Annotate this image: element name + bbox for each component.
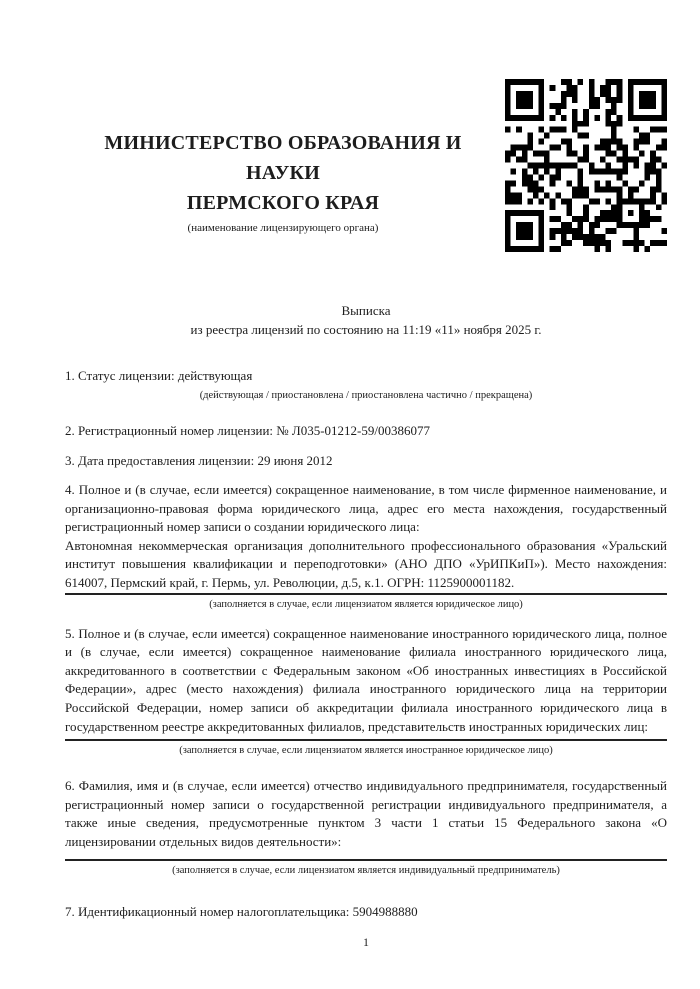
fill-line <box>65 859 667 861</box>
item-text: 3. Дата предоставления лицензии: 29 июня 2012 <box>65 453 333 469</box>
fill-line <box>65 593 667 595</box>
page-number: 1 <box>363 935 369 950</box>
ministry-title-line2: ПЕРМСКОГО КРАЯ <box>186 192 380 214</box>
item-text: 6. Фамилия, имя и (в случае, если имеется) отчество индивидуального предпринимателя, государственный регистрационный номер записи о государственной регистрации индивидуального предпринимателя, а также иные сведения, предусмотренные пунктом 3 части 1 статьи 15 Федерального закона «О лицензировании отдельных видов деятельности»: <box>65 778 667 849</box>
document-header <box>65 0 667 255</box>
item-foreign-entity <box>65 625 667 759</box>
ministry-title <box>65 128 501 218</box>
item-license-status <box>65 367 667 403</box>
item-grant-date <box>65 452 667 471</box>
item-legal-entity <box>65 481 667 612</box>
extract-subtitle: из реестра лицензий по состоянию на 11:19 «11» ноября 2025 г. <box>190 321 542 337</box>
fill-line <box>65 739 667 741</box>
fill-caption: (заполняется в случае, если лицензиатом является юридическое лицо) <box>209 598 523 610</box>
extract-heading <box>65 302 667 339</box>
item-text: 2. Регистрационный номер лицензии: № Л035-01212-59/00386077 <box>65 422 431 438</box>
item-individual-entrepreneur <box>65 777 667 878</box>
qr-code <box>505 79 667 252</box>
item-taxpayer-number <box>65 903 667 922</box>
ministry-caption: (наименование лицензирующего органа) <box>187 222 379 234</box>
fill-caption: (заполняется в случае, если лицензиатом является индивидуальный предприниматель) <box>172 865 560 877</box>
status-options-caption: (действующая / приостановлена / приостановлена частично / прекращена) <box>199 389 533 401</box>
item-value: Автономная некоммерческая организация дополнительного профессионального образования «Уральский институт повышения квалификации и переподготовки» (АНО ДПО «УрИПКиП»). Место нахождения: 614007, Пермский край, г. Пермь, ул. Революции, д.5, к.1. ОГРН: 1125900001182. <box>65 537 667 590</box>
item-registration-number <box>65 422 667 441</box>
licensing-authority-block <box>65 128 501 235</box>
extract-title: Выписка <box>341 303 391 318</box>
ministry-title-line1: МИНИСТЕРСТВО ОБРАЗОВАНИЯ И НАУКИ <box>104 132 462 184</box>
item-text: 7. Идентификационный номер налогоплательщика: 5904988880 <box>65 904 418 920</box>
item-text: 5. Полное и (в случае, если имеется) сокращенное наименование иностранного юридического лица, полное и (в случае, если имеется) сокращенное наименование филиала иностранного юридического лица, аккредитованного в соответствии с Федеральным законом «Об иностранных инвестициях в Российской Федерации», адрес (место нахождения) филиала иностранного юридического лица на территории Российской Федерации, номер записи об аккредитации филиала иностранного юридического лица в государственном реестре аккредитованных филиалов, представительств иностранных юридических лиц: <box>65 625 667 734</box>
fill-caption: (заполняется в случае, если лицензиатом является иностранное юридическое лицо) <box>179 745 553 757</box>
item-text: 1. Статус лицензии: действующая <box>65 368 253 384</box>
item-text: 4. Полное и (в случае, если имеется) сокращенное наименование, в том числе фирменное наименование, и организационно-правовая форма юридического лица, адрес его места нахождения, государственный регистрационный номер записи о создании юридического лица: <box>65 481 667 535</box>
